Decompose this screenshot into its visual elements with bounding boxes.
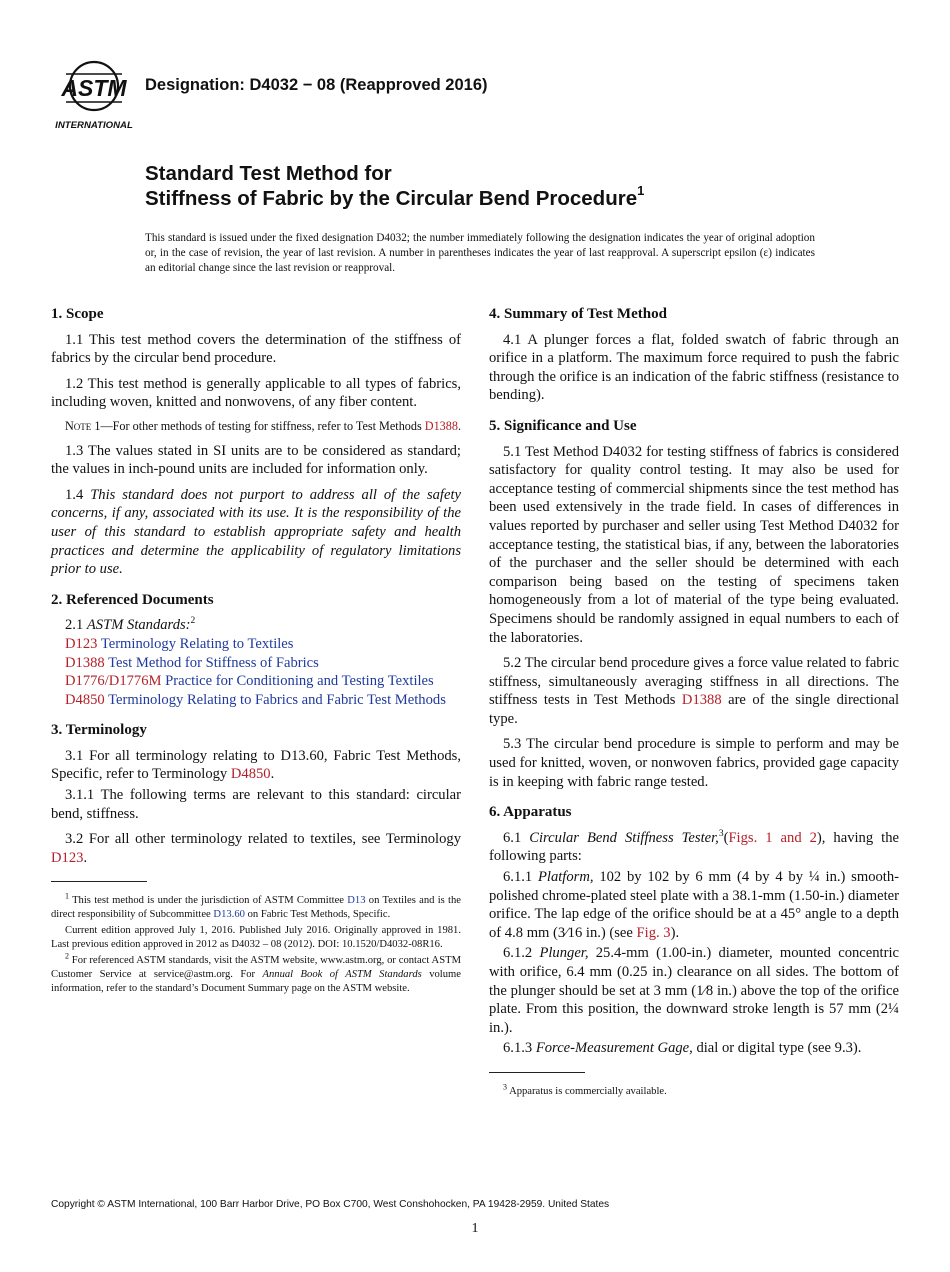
referenced-documents [51,616,461,709]
ref-d1776[interactable]: D1776/D1776M Practice for Conditioning and Testing Textiles [65,673,434,690]
footnote-divider-right [489,1072,585,1073]
page-number: 1 [471,1221,479,1236]
svg-text:ASTM: ASTM [61,75,127,101]
astm-logo [52,52,136,132]
link-d123[interactable]: D123 [51,849,84,866]
footnote-divider [51,881,147,882]
footnote-1-edition: Current edition approved July 1, 2016. Published July 2016. Originally approved in 1981. Last previous edition approved in 2012 as D4032 – 08 (2012). DOI: 10.1520/D4032-08R16. [51,925,461,951]
para-3-2: 3.2 For all other terminology related to textiles, see Terminology D123. [51,831,461,866]
link-figs-1-2[interactable]: Figs. 1 and 2 [728,829,817,846]
link-d13[interactable]: D13 [347,895,366,907]
para-5-3: 5.3 The circular bend procedure is simple to perform and may be used for knitted, woven, or nonwoven fabrics, provided gage capacity is in keeping with fabric range tested. [489,736,899,790]
para-2-1: 2.1 ASTM Standards:$^2$ [65,616,196,634]
title-line-2: Stiffness of Fabric by the Circular Bend Procedure$^1$ [145,183,645,210]
para-1-1: 1.1 This test method covers the determination of the stiffness of fabrics by the circular bend procedure. [51,331,461,367]
left-column [51,305,461,998]
link-fig-3[interactable]: Fig. 3 [636,924,671,941]
issue-note: This standard is issued under the fixed designation D4032; the number immediately following the designation indicates the year of original adoption or, in the case of revision, the year of last revision. A number in parentheses indicates the year of last reapproval. A superscript epsilon (ε) indicates an editorial change since the last revision or reapproval. [145,232,815,274]
link-d1388-2[interactable]: D1388 [681,692,722,709]
ref-d4850[interactable]: D4850 Terminology Relating to Fabrics and Fabric Test Methods [65,691,446,708]
para-1-4: 1.4 This standard does not purport to address all of the safety concerns, if any, associated with its use. It is the responsibility of the user of this standard to establish appropriate safety and health practices and determine the applicability of regulatory limitations prior to use. [51,486,461,578]
footnote-1: $^1$ This test method is under the jurisdiction of ASTM Committee D13 on Textiles and is the direct responsibility of Subcommittee D13.60 on Fabric Test Methods, Specific. [51,891,461,921]
ref-d1388[interactable]: D1388 Test Method for Stiffness of Fabrics [65,654,319,671]
link-d4850[interactable]: D4850 [230,766,271,783]
section-1-heading: 1. Scope [51,306,104,322]
para-3-1-1: 3.1.1 The following terms are relevant to this standard: circular bend, stiffness. [51,787,461,822]
link-d1388[interactable]: D1388 [424,418,458,433]
copyright-footer: Copyright © ASTM International, 100 Barr Harbor Drive, PO Box C700, West Conshohocken, PA 19428-2959. United States [51,1199,610,1210]
ref-d123[interactable]: D123 Terminology Relating to Textiles [65,635,294,652]
para-6-1-1: 6.1.1 Platform, 102 by 102 by 6 mm (4 by 4 by ¼ in.) smooth-polished chrome-plated steel plate with a 38.1-mm (1.50-in.) diameter orifice. The lap edge of the orifice should be at a 45° angle to a depth of 4.8 mm (3⁄16 in.) (see Fig. 3). [489,869,899,941]
title-footnote-ref: 1 [637,183,645,199]
para-6-1-3: 6.1.3 Force-Measurement Gage, dial or digital type (see 9.3). [503,1040,862,1057]
title-line-1: Standard Test Method for [145,162,392,185]
para-3-1: 3.1 For all terminology relating to D13.60, Fabric Test Methods, Specific, refer to Terminology D4850. [51,747,461,783]
link-d13-60[interactable]: D13.60 [213,909,245,921]
para-1-2: 1.2 This test method is generally applicable to all types of fabrics, including woven, knitted and nonwovens, of any fiber content. [51,375,461,411]
right-column [489,305,899,1101]
section-6-heading: 6. Apparatus [489,804,572,821]
note-1: Note 1—For other methods of testing for stiffness, refer to Test Methods D1388. [65,418,461,433]
footnote-2: $^2$ For referenced ASTM standards, visit the ASTM website, www.astm.org, or contact ASTM Customer Service at service@astm.org. For Annual Book of ASTM Standards volume information, refer to the standard’s Document Summary page on the ASTM website. [51,951,461,995]
para-5-2: 5.2 The circular bend procedure gives a force value related to fabric stiffness, simultaneously averaging stiffness in all directions. The stiffness tests in Test Methods D1388 are of the single directional type. [489,655,899,727]
footnote-3: $^3$ Apparatus is commercially available. [503,1082,667,1097]
section-2-heading: 2. Referenced Documents [51,591,214,608]
para-4-1: 4.1 A plunger forces a flat, folded swatch of fabric through an orifice in a platform. The maximum force required to push the fabric through the orifice is an indication of the fabric stiffness (resistance to bending). [489,331,899,404]
designation: Designation: D4032 − 08 (Reapproved 2016) [145,76,488,94]
section-3-heading: 3. Terminology [51,722,147,739]
para-6-1: 6.1 Circular Bend Stiffness Tester,$^3$(Figs. 1 and 2), having the following parts: [489,828,899,865]
document-title [145,161,644,211]
para-5-1: 5.1 Test Method D4032 for testing stiffness of fabrics is considered satisfactory for quality control testing. It may also be used for acceptance testing of commercial shipments since the test method has been used extensively in the trade field. In cases of differences in values reported by purchaser and seller using Test Method D4032 for acceptance testing, the statistical bias, if any, between the laboratories of the purchaser and the seller should be determined with each comparison being based on the testing of specimens taken homogeneously from a lot of material of the type being evaluated. Specimens should be randomly assigned in equal numbers to each of the laboratories. [489,443,899,646]
para-1-3: 1.3 The values stated in SI units are to be considered as standard; the values in inch-pound units are included for information only. [51,442,461,478]
para-6-1-2: 6.1.2 Plunger, 25.4-mm (1.00-in.) diameter, mounted concentric with orifice, 6.4 mm (0.25 in.) clearance on all sides. The bottom of the plunger should be set at 3 mm (1⁄8 in.) above the top of the orifice plate. From this position, the downward stroke length is 57 mm (2¼ in.). [489,945,899,1036]
svg-text:INTERNATIONAL: INTERNATIONAL [55,120,133,131]
section-5-heading: 5. Significance and Use [489,417,637,434]
section-4-heading: 4. Summary of Test Method [489,306,667,322]
